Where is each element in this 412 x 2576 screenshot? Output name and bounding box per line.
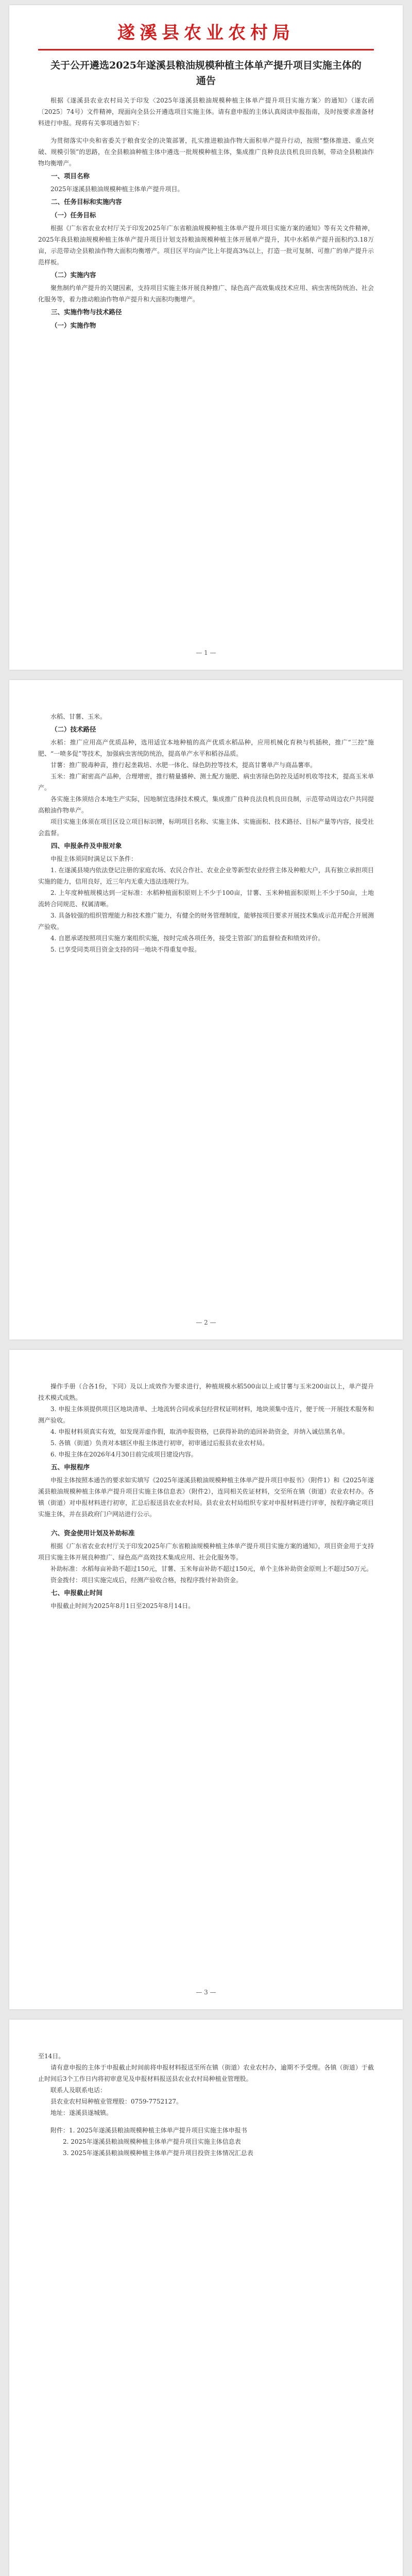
section-heading: 二、任务目标和实施内容 <box>51 198 122 206</box>
page-number: — 3 — <box>196 1989 216 1996</box>
paragraph: 联系人及联系电话： <box>50 2087 107 2094</box>
document-page-3 <box>9 1350 403 2009</box>
red-divider <box>38 49 374 50</box>
paragraph: 4. 申报材料须真实有效，如发现弄虚作假，取消申报资格，已获得补助的追回补助资金，并纳入诚信黑名单。 <box>50 1428 349 1435</box>
paragraph: 1. 在遂溪县境内依法登记注册的家庭农场、农民合作社、农业企业等新型农业经营主体及种粮大户，具有独立承担项目实施的能力，信用良好，近三年内无重大违法违规行为。 <box>38 867 374 885</box>
paragraph: 根据《广东省农业农村厅关于印发2025年广东省粮油规模种植主体单产提升项目实施方案的通知》，项目资金用于支持项目实施主体开展良种推广、绿色高产高效技术集成应用、社会化服务等。 <box>38 1543 374 1561</box>
paragraph: 补助标准：水稻每亩补助不超过150元，甘薯、玉米每亩补助不超过150元，单个主体补助资金原则上不超过50万元。 <box>50 1565 373 1572</box>
sub-heading: （二）技术路径 <box>51 725 96 733</box>
paragraph: 2. 上年度种植规模达到一定标准：水稻种植面积原则上不少于100亩，甘薯、玉米种植面积原则上不少于50亩，土地流转合同规范、权属清晰。 <box>38 889 374 908</box>
paragraph: 申报主体须同时满足以下条件： <box>50 855 138 862</box>
paragraph: 水稻：推广应用高产优质品种，选用适宜本地种植的高产优质水稻品种，应用机械化育秧与机插秧，推广“三控”施肥、“一喷多促”等技术，加强病虫害统防统治，提高单产水平和稻谷品质。 <box>38 739 374 757</box>
page-number: — 1 — <box>196 649 216 656</box>
paragraph: 资金拨付：项目实施完成后，经测产验收合格，按程序拨付补助资金。 <box>50 1577 243 1584</box>
paragraph: 项目实施主体须在项目区设立项目标识牌，标明项目名称、实施主体、实施面积、技术路径、目标产量等内容，接受社会监督。 <box>38 818 374 837</box>
section-heading: 六、资金使用计划及补助标准 <box>51 1529 135 1537</box>
paragraph: 聚焦制约单产提升的关键因素，支持项目实施主体开展良种推广、绿色高产高效集成技术应用、病虫害统防统治、社会化服务等，着力推动粮油作物单产提升和大面积均衡增产。 <box>38 284 374 303</box>
paragraph: 5. 已享受同类项目资金支持的同一地块不得重复申报。 <box>50 946 201 953</box>
sub-heading: （二）实施内容 <box>51 271 96 279</box>
document-title: 关于公开遴选2025年遂溪县粮油规模种植主体单产提升项目实施主体的通告 <box>50 60 362 87</box>
attachment-line: 2. 2025年遂溪县粮油规模种植主体单产提升项目实施主体信息表 <box>63 2138 241 2145</box>
attachment-line: 附件：1. 2025年遂溪县粮油规模种植主体单产提升项目实施主体申报书 <box>50 2127 247 2134</box>
paragraph: 县农业农村局种植业管理股：0759-7752127。 <box>50 2098 183 2105</box>
paragraph: 玉米：推广耐密高产品种，合理增密，推行精量播种、测土配方施肥、病虫害绿色防控及适时机收等技术，提高玉米单产。 <box>38 773 374 791</box>
paragraph: 水稻、甘薯、玉米。 <box>50 713 107 720</box>
paragraph: 5. 各镇（街道）负责对本辖区申报主体进行初审，初审通过后报县农业农村局。 <box>50 1439 269 1447</box>
paragraph: 至14日。 <box>38 2053 65 2060</box>
paragraph: 为贯彻落实中央和省委关于粮食安全的决策部署，扎实推进粮油作物大面积单产提升行动，按照“整体推进、重点突破、规模引领”的思路，在全县粮油种植主体中遴选一批规模种植主体，集成推广良种良法良机良田良制，带动全县粮油作物均衡增产。 <box>38 137 374 167</box>
document-page-1 <box>9 5 403 670</box>
sub-heading: （一）实施作物 <box>51 321 96 329</box>
section-heading: 四、申报条件及申报对象 <box>51 842 122 850</box>
paragraph: 根据《广东省农业农村厅关于印发2025年广东省粮油规模种植主体单产提升项目实施方案的通知》等有关文件精神，2025年我县粮油规模种植主体单产提升项目计划支持粮油规模种植主体开展单产提升，其中水稻单产提升面积约3.18万亩，示范带动全县粮油作物大面积均衡增产。项目区平均亩产比上年提高3%以上，打造一批可复制、可推广的单产提升示范样板。 <box>38 225 374 266</box>
section-heading: 五、申报程序 <box>51 1463 90 1471</box>
paragraph: 申报主体按照本通告的要求如实填写《2025年遂溪县粮油规模种植主体单产提升项目申报书》（附件1）和《2025年遂溪县粮油规模种植主体单产提升项目实施主体信息表》（附件2），连同相关佐证材料，交至所在镇（街道）农业农村办。各镇（街道）对申报材料进行初审，汇总后报送县农业农村局。县农业农村局组织专家对申报材料进行评审，按程序确定项目实施主体，并在县政府门户网站进行公示。 <box>38 1477 374 1518</box>
document-page-2 <box>9 680 403 1340</box>
paragraph: 6. 申报主体在2026年4月30日前完成项目建设内容。 <box>50 1451 197 1458</box>
paragraph: 请有意申报的主体于申报截止时间前将申报材料报送至所在镇（街道）农业农村办，逾期不予受理。各镇（街道）于截止时间后3个工作日内将初审意见及申报材料报送县农业农村局种植业管理股。 <box>38 2064 374 2082</box>
paragraph: 地址：遂溪县遂城镇。 <box>50 2109 113 2116</box>
paragraph: 3. 申报主体须提供项目区地块清单、土地流转合同或承包经营权证明材料，地块须集中连片，便于统一开展技术服务和测产验收。 <box>38 1405 374 1424</box>
section-heading: 一、项目名称 <box>51 172 90 180</box>
paragraph: 3. 具备较强的组织管理能力和技术推广能力，有健全的财务管理制度，能够按项目要求开展技术集成示范并配合开展测产验收。 <box>38 912 374 930</box>
page-number: — 2 — <box>196 1319 216 1326</box>
paragraph: 申报截止时间为2025年8月1日至2025年8月14日。 <box>50 1602 195 1609</box>
sub-heading: （一）任务目标 <box>51 211 96 219</box>
attachment-line: 3. 2025年遂溪县粮油规模种植主体单产提升项目投资主体情况汇总表 <box>63 2149 253 2157</box>
document-page-4 <box>9 2020 403 2576</box>
paragraph: 4. 自愿承诺按照项目实施方案组织实施，按时完成各项任务，接受主管部门的监督检查和绩效评价。 <box>50 935 324 942</box>
paragraph: 操作手册（合各1份，下同）及以上成效作为要求进行，种植规模水稻500亩以上或甘薯与玉米200亩以上，单产提升技术模式成熟。 <box>38 1383 374 1401</box>
paragraph: 甘薯：推广脱毒种苗，推行起垄栽培、水肥一体化、绿色防控等技术，提高甘薯单产与商品薯率。 <box>50 761 317 769</box>
section-heading: 七、申报截止时间 <box>51 1589 103 1597</box>
paragraph: 各实施主体须结合本地生产实际，因地制宜选择技术模式，集成推广良种良法良机良田良制，示范带动周边农户共同提高粮油作物单产。 <box>38 795 374 814</box>
paragraph: 根据《遂溪县农业农村局关于印发〈2025年遂溪县粮油规模种植主体单产提升项目实施方案〉的通知》（遂农函〔2025〕74号）文件精神，现面向全县公开遴选项目实施主体。请有意申报的主体认真阅读申报指南，及时按要求准备材料进行申报。现将有关事项通告如下： <box>38 97 374 127</box>
agency-header: 遂溪县农业农村局 <box>117 23 295 43</box>
section-heading: 三、实施作物与技术路径 <box>51 308 122 316</box>
paragraph: 2025年遂溪县粮油规模种植主体单产提升项目。 <box>50 185 184 193</box>
